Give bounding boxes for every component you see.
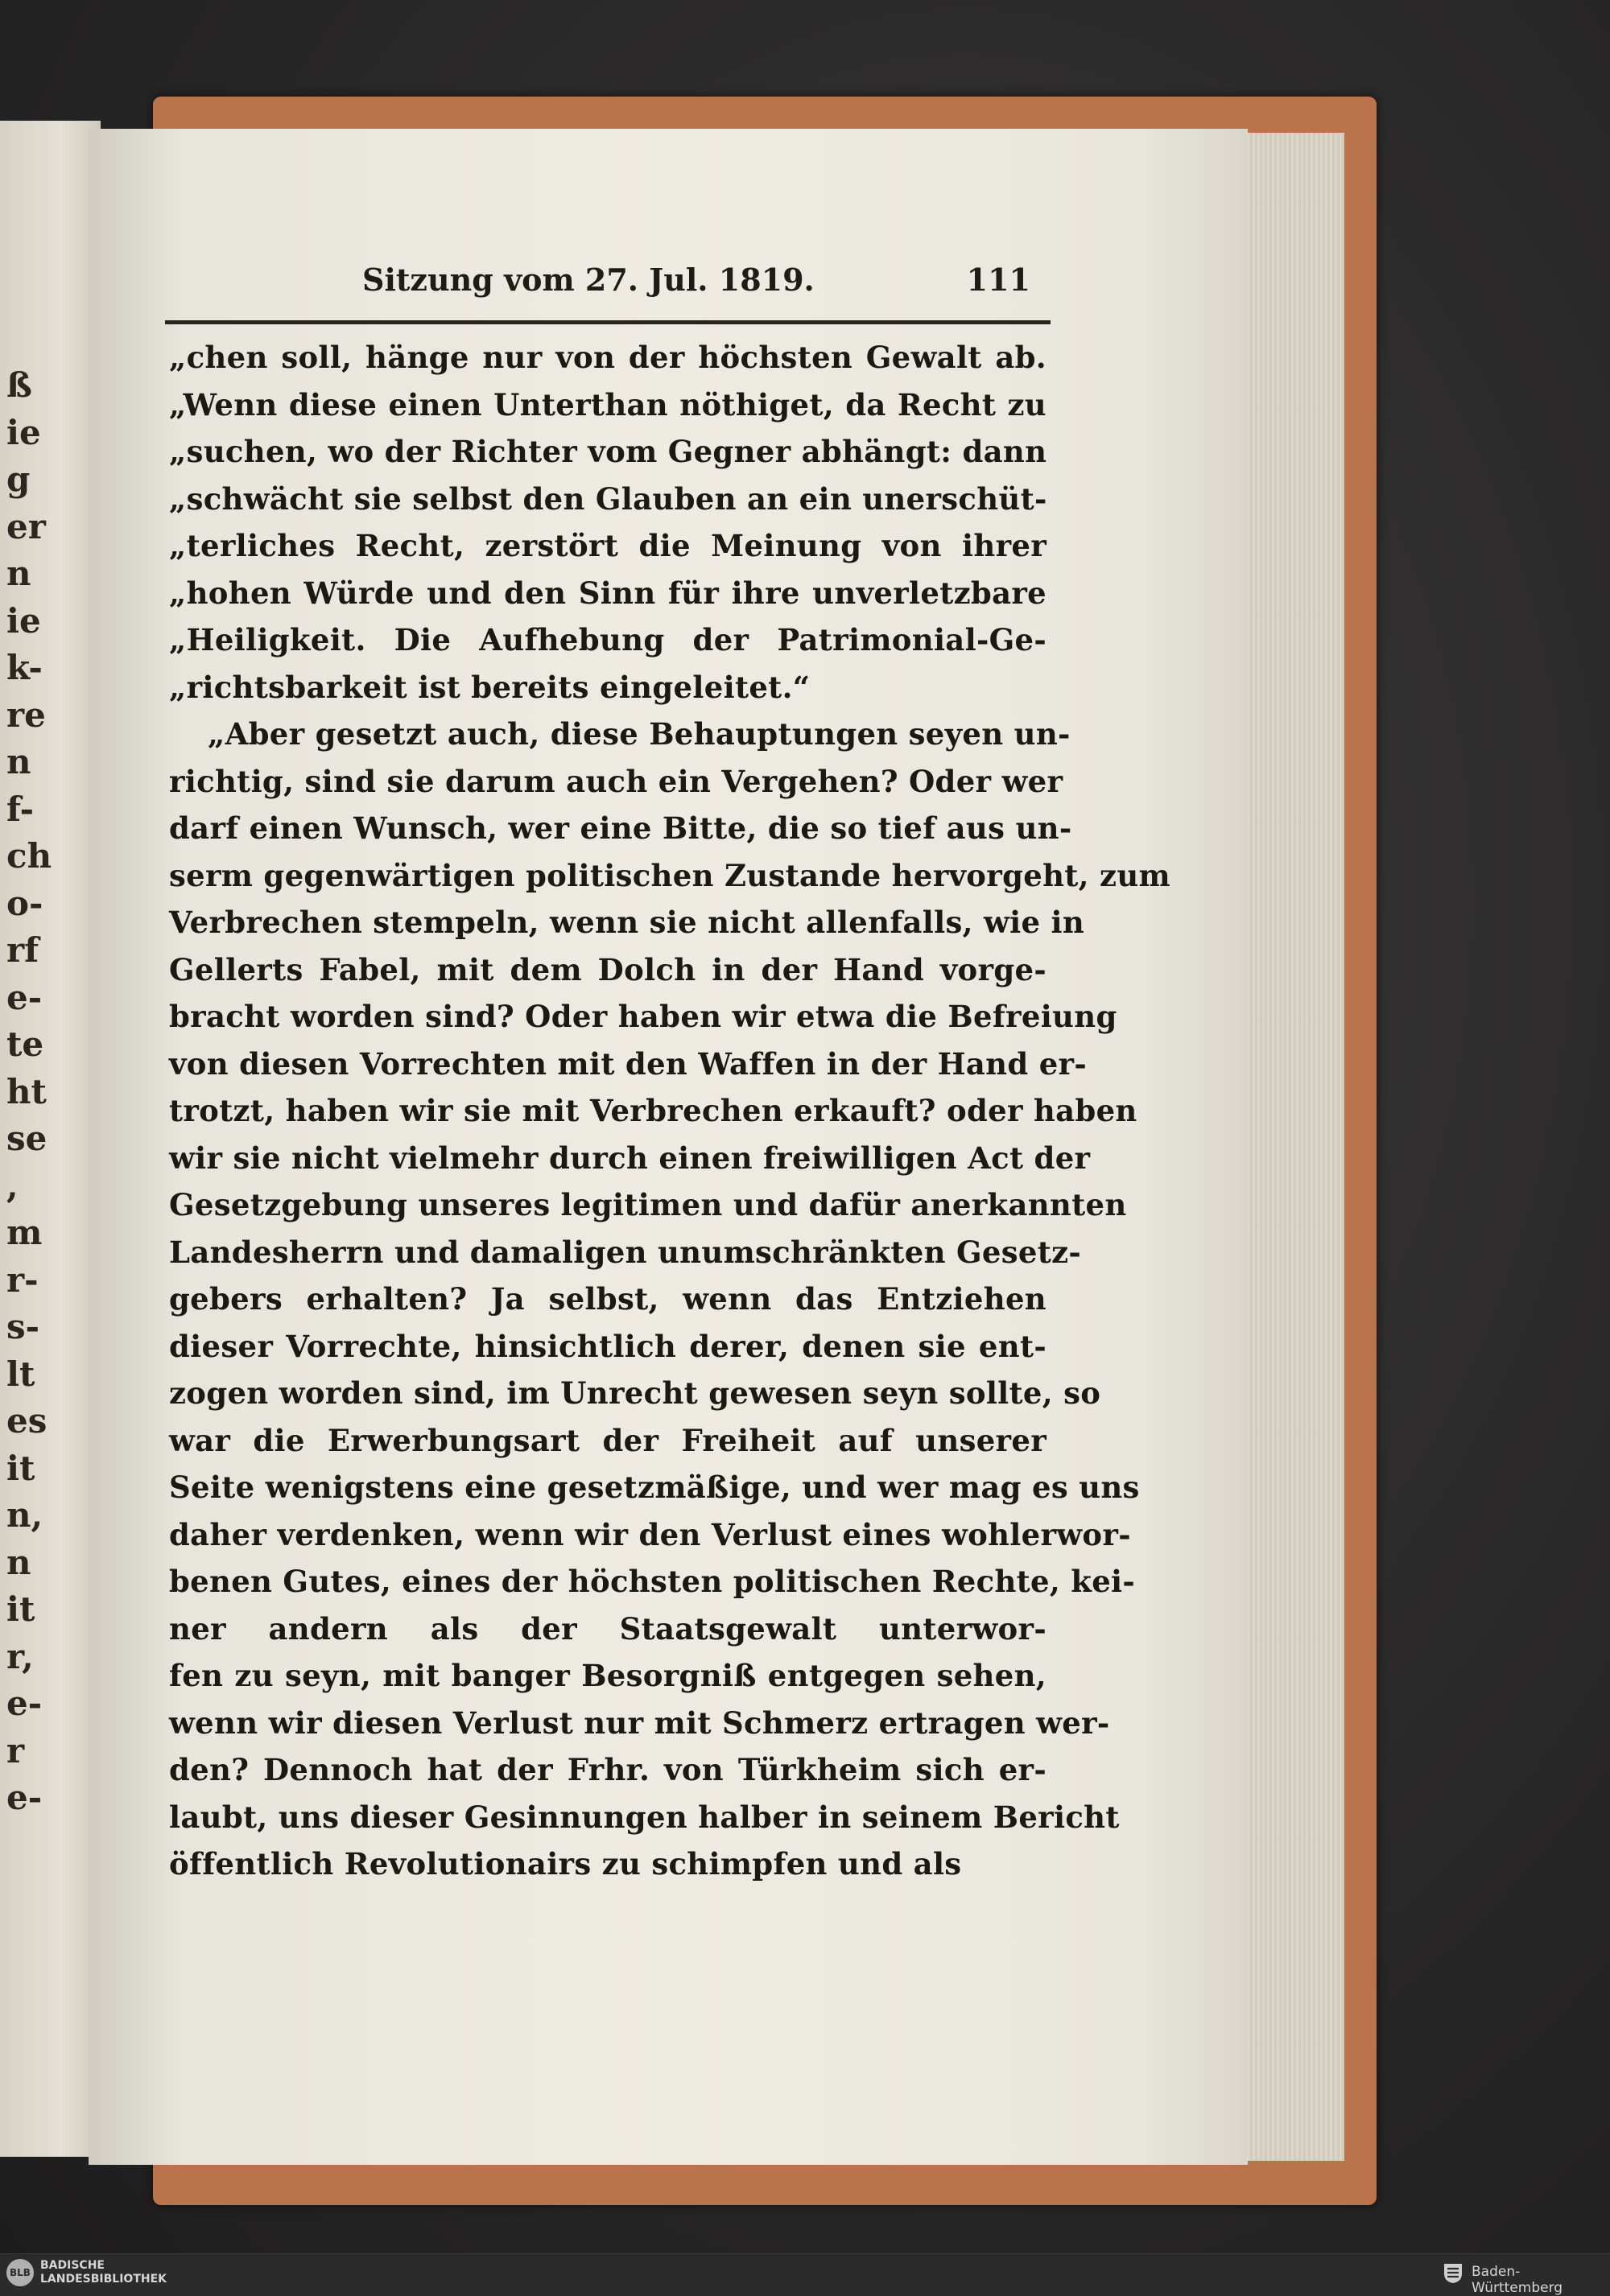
left-page-fragment: se	[6, 1119, 47, 1158]
left-page-fragment: lt	[6, 1354, 35, 1394]
text-line: „suchen, wo der Richter vom Gegner abhängt: dann	[169, 434, 1047, 469]
page-number: 111	[966, 262, 1030, 298]
text-line: bracht worden sind? Oder haben wir etwa die Befreiung	[169, 999, 1117, 1034]
text-line: von diesen Vorrechten mit den Waffen in der Hand er-	[169, 1045, 1087, 1082]
left-page-fragment: es	[6, 1401, 47, 1441]
text-line: Verbrechen stempeln, wenn sie nicht allenfalls, wie in	[169, 905, 1085, 940]
left-page-fragment: ie	[6, 600, 41, 641]
left-page-fragment: f-	[6, 789, 35, 829]
left-page-fragment: r-	[6, 1259, 39, 1300]
text-line: richtig, sind sie darum auch ein Vergehen? Oder wer	[169, 763, 1063, 799]
page-header	[169, 262, 1030, 318]
left-page-fragment: k-	[6, 648, 43, 687]
blb-institution-name	[40, 2259, 167, 2286]
left-page-fragment: re	[6, 695, 46, 735]
left-page-fragment: ß	[6, 365, 32, 405]
text-line: „hohen Würde und den Sinn für ihre unverletzbare	[169, 575, 1046, 611]
text-line: gebers erhalten? Ja selbst, wenn das Entziehen	[169, 1281, 1046, 1317]
left-page-fragment: s-	[6, 1307, 40, 1346]
text-line: laubt, uns dieser Gesinnungen halber in seinem Bericht	[169, 1799, 1120, 1835]
left-page-fragment: g	[6, 460, 31, 499]
text-line: „chen soll, hänge nur von der höchsten Gewalt ab.	[169, 340, 1046, 375]
left-page-fragment: e-	[6, 977, 43, 1017]
left-page-fragment: rf	[6, 930, 39, 970]
left-page-fragment: er	[6, 506, 46, 546]
left-page-fragment: n,	[6, 1495, 43, 1535]
viewer-footer	[0, 2253, 1610, 2296]
text-line: war die Erwerbungsart der Freiheit auf unserer	[169, 1422, 1046, 1458]
left-page-fragment: it	[6, 1589, 35, 1629]
left-page-fragment: ,	[6, 1165, 19, 1206]
text-line: Seite wenigstens eine gesetzmäßige, und wer mag es uns	[169, 1470, 1140, 1505]
left-page-fragment: ht	[6, 1071, 47, 1111]
page-edges	[1240, 133, 1344, 2161]
blb-name-line1: BADISCHE	[40, 2259, 105, 2272]
left-page-fragment: e-	[6, 1778, 43, 1817]
left-page-fragment: ie	[6, 412, 41, 452]
text-line: „Aber gesetzt auch, diese Behauptungen seyen un-	[208, 716, 1071, 752]
left-page-fragment: r,	[6, 1636, 34, 1676]
text-line: benen Gutes, eines der höchsten politischen Rechte, kei-	[169, 1564, 1136, 1599]
text-line: öffentlich Revolutionairs zu schimpfen und als	[169, 1846, 962, 1882]
baden-wuerttemberg-name: Baden-Württemberg	[1472, 2264, 1563, 2296]
left-page-fragment: ch	[6, 836, 52, 876]
text-line: „Heiligkeit. Die Aufhebung der Patrimonial-Ge-	[169, 622, 1046, 657]
text-line: „schwächt sie selbst den Glauben an ein unerschüt-	[169, 480, 1047, 517]
text-line: wir sie nicht vielmehr durch einen freiwilligen Act der	[169, 1140, 1091, 1176]
left-page-fragment: o-	[6, 883, 43, 923]
header-rule	[165, 320, 1051, 324]
text-line: Landesherrn und damaligen unumschränkten Gesetz-	[169, 1234, 1082, 1270]
text-line: „Wenn diese einen Unterthan nöthiget, da Recht zu	[169, 386, 1046, 423]
text-line: serm gegenwärtigen politischen Zustande hervorgeht, zum	[169, 857, 1171, 893]
left-page-fragment: e-	[6, 1684, 43, 1723]
text-line: Gellerts Fabel, mit dem Dolch in der Hand vorge-	[169, 951, 1046, 987]
blb-name-line2: LANDESBIBLIOTHEK	[40, 2273, 167, 2286]
text-line: darf einen Wunsch, wer eine Bitte, die so tief aus un-	[169, 810, 1072, 846]
left-page-fragment: r	[6, 1730, 25, 1770]
blb-logo: BLB	[6, 2259, 34, 2286]
text-line: wenn wir diesen Verlust nur mit Schmerz ertragen wer-	[169, 1704, 1110, 1741]
left-page	[0, 121, 101, 2157]
text-line: ner andern als der Staatsgewalt unterwor-	[169, 1610, 1046, 1647]
text-line: trotzt, haben wir sie mit Verbrechen erkauft? oder haben	[169, 1093, 1137, 1128]
text-line: den? Dennoch hat der Frhr. von Türkheim sich er-	[169, 1752, 1046, 1787]
text-line: „terliches Recht, zerstört die Meinung von ihrer	[169, 528, 1046, 563]
text-line: daher verdenken, wenn wir den Verlust eines wohlerwor-	[169, 1516, 1131, 1552]
left-page-fragment: it	[6, 1448, 35, 1488]
left-page-fragment: m	[6, 1213, 43, 1252]
left-page-fragment: n	[6, 742, 31, 781]
baden-wuerttemberg-crest-icon	[1441, 2261, 1465, 2285]
left-page-fragment: te	[6, 1024, 44, 1064]
text-line: Gesetzgebung unseres legitimen und dafür anerkannten	[169, 1187, 1127, 1222]
left-page-fragment: n	[6, 1542, 31, 1582]
text-line: „richtsbarkeit ist bereits eingeleitet.“	[169, 669, 811, 705]
running-head: Sitzung vom 27. Jul. 1819.	[362, 262, 815, 298]
left-page-fragment: n	[6, 554, 31, 593]
text-line: fen zu seyn, mit banger Besorgniß entgegen sehen,	[169, 1658, 1046, 1693]
body-text	[169, 334, 1171, 1888]
text-line: dieser Vorrechte, hinsichtlich derer, denen sie ent-	[169, 1328, 1046, 1364]
text-line: zogen worden sind, im Unrecht gewesen seyn sollte, so	[169, 1375, 1101, 1411]
